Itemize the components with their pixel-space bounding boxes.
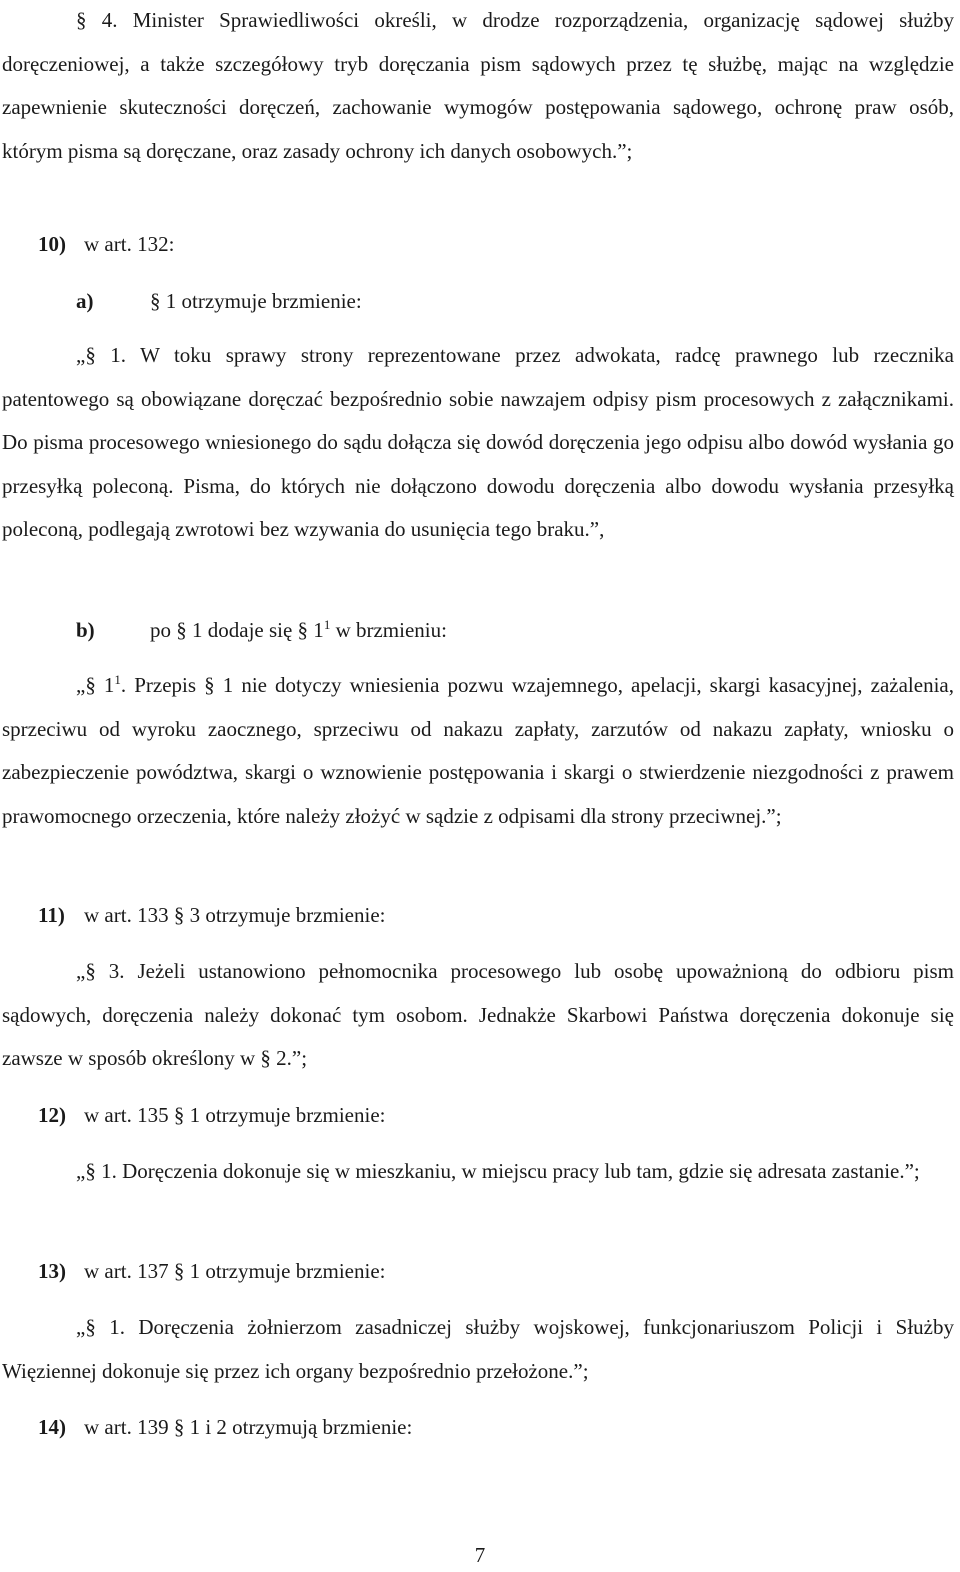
page-number: 7 [474, 1543, 486, 1567]
list-item-10 [38, 229, 174, 259]
item-number: 14) [38, 1415, 66, 1439]
sub-item-letter: a) [76, 289, 94, 313]
sub-item-text-before: po § 1 dodaje się § 1 [150, 618, 324, 642]
paragraph-section-4: § 4. Minister Sprawiedliwości określi, w drodze rozporządzenia, organizację sądowej służby doręczeniowej, a także szczegółowy tryb doręczania pism sądowych przez tę służbę, mając na względzie zapewnienie skuteczności doręczeń, zachowanie wymogów postępowania sądowego, ochronę praw osób, którym pisma są doręczane, oraz zasady ochrony ich danych osobowych.”; [2, 8, 954, 163]
superscript: 1 [323, 617, 331, 632]
item-number: 13) [38, 1259, 66, 1283]
sub-item-text: § 1 otrzymuje brzmienie: [150, 289, 362, 313]
item-number: 12) [38, 1103, 66, 1127]
quote-body: . Przepis § 1 nie dotyczy wniesienia pozwu wzajemnego, apelacji, skargi kasacyjnej, zażalenia, sprzeciwu od wyroku zaocznego, sprzeciwu od nakazu zapłaty, zarzutów od nakazu zapłaty, wniosku o zabezpieczenie powództwa, skargi o wznowienie postępowania i skargi o stwierdzenie niezgodności z prawem prawomocnego orzeczenia, które należy złożyć w sądzie z odpisami dla strony przeciwnej.”; [2, 673, 954, 828]
item-text: w art. 133 § 3 otrzymuje brzmienie: [84, 903, 386, 927]
superscript: 1 [114, 672, 121, 687]
sub-item-10b [76, 615, 447, 645]
item-text: w art. 135 § 1 otrzymuje brzmienie: [84, 1103, 386, 1127]
sub-item-10a [76, 286, 362, 316]
quote-lead: „§ 1 [76, 673, 115, 697]
paragraph-section-3-quote: „§ 3. Jeżeli ustanowiono pełnomocnika procesowego lub osobę upoważnioną do odbioru pism sądowych, doręczenia należy dokonać tym osobom. Jednakże Skarbowi Państwa doręczenia dokonuje się zawsze w sposób określony w § 2.”; [2, 959, 954, 1071]
list-item-12 [38, 1100, 386, 1130]
item-number: 11) [38, 903, 65, 927]
list-item-14 [38, 1412, 412, 1442]
sub-item-text-after: w brzmieniu: [330, 618, 447, 642]
paragraph-section-1-1-quote [2, 664, 954, 838]
item-text: w art. 137 § 1 otrzymuje brzmienie: [84, 1259, 386, 1283]
item-text: w art. 139 § 1 i 2 otrzymują brzmienie: [84, 1415, 413, 1439]
list-item-11 [38, 900, 386, 930]
item-number: 10) [38, 232, 66, 256]
item-text: w art. 132: [84, 232, 175, 256]
list-item-13 [38, 1256, 386, 1286]
paragraph-section-1-quote: „§ 1. W toku sprawy strony reprezentowane przez adwokata, radcę prawnego lub rzecznika patentowego są obowiązane doręczać bezpośrednio sobie nawzajem odpisy pism procesowych z załącznikami. Do pisma procesowego wniesionego do sądu dołącza się dowód doręczenia jego odpisu albo dowód wysłania go przesyłką poleconą. Pisma, do których nie dołączono dowodu doręczenia albo dowodu wysłania przesyłką poleconą, podlegają zwrotowi bez wzywania do usunięcia tego braku.”, [2, 343, 954, 542]
sub-item-letter: b) [76, 618, 95, 642]
paragraph-section-1-delivery: „§ 1. Doręczenia dokonuje się w mieszkaniu, w miejscu pracy lub tam, gdzie się adresata zastanie.”; [76, 1159, 920, 1183]
paragraph-section-1-soldiers: „§ 1. Doręczenia żołnierzom zasadniczej służby wojskowej, funkcjonariuszom Policji i Służby Więziennej dokonuje się przez ich organy bezpośrednio przełożone.”; [2, 1315, 954, 1383]
